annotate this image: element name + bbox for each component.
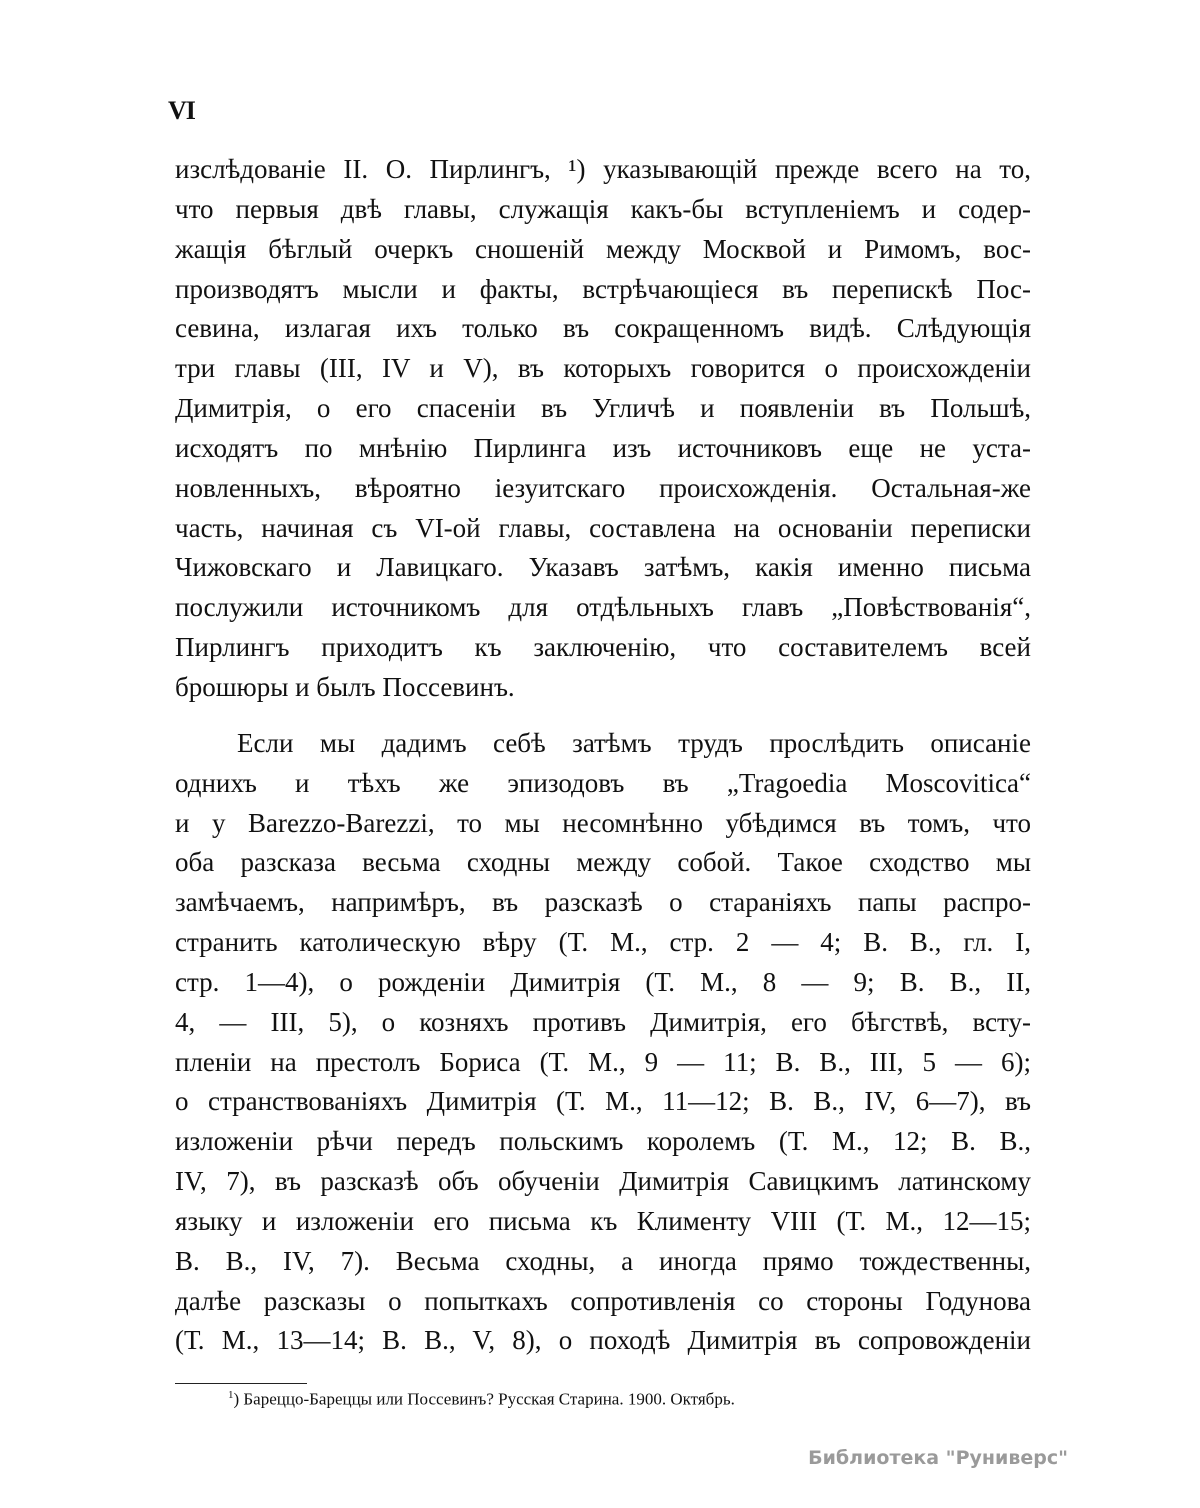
text-line: IV, 7), въ разсказѣ объ обученіи Димитрія Савицкимъ латинскому <box>175 1166 1031 1197</box>
text-line: часть, начиная съ VI-ой главы, составлена на основаніи переписки <box>175 512 1031 543</box>
page-number: VI <box>168 96 195 125</box>
text-line: производятъ мысли и факты, встрѣчающіеся въ перепискѣ Пос- <box>175 273 1031 304</box>
text-line: языку и изложеніи его письма къ Клименту VIII (Т. М., 12—15; <box>175 1205 1031 1236</box>
text-line: однихъ и тѣхъ же эпизодовъ въ „Tragoedia Moscovitica“ <box>175 767 1031 798</box>
text-line: брошюры и былъ Поссевинъ. <box>175 671 515 702</box>
text-line: пленіи на престолъ Бориса (Т. М., 9 — 11; B. B., III, 5 — 6); <box>175 1046 1031 1077</box>
text-line: послужили источникомъ для отдѣльныхъ главъ „Повѣствованія“, <box>175 592 1031 623</box>
text-line: Если мы дадимъ себѣ затѣмъ трудъ прослѣдить описаніе <box>237 727 1031 758</box>
footnote-text: Бареццо-Бареццы или Поссевинъ? Русская Старина. 1900. Октябрь. <box>243 1389 735 1409</box>
text-line: три главы (III, IV и V), въ которыхъ говорится о происхожденіи <box>175 353 1031 384</box>
text-line: B. B., IV, 7). Весьма сходны, а иногда прямо тождественны, <box>175 1245 1031 1276</box>
paragraph-1 <box>175 150 1031 708</box>
text-line: замѣчаемъ, напримѣръ, въ разсказѣ о стараніяхъ папы распро- <box>175 887 1031 918</box>
paragraph-gap <box>175 708 1031 724</box>
text-line: (Т. М., 13—14; B. B., V, 8), о походѣ Димитрія въ сопровожденіи <box>175 1325 1031 1356</box>
text-line: и у Barezzo-Barezzi, то мы несомнѣнно убѣдимся въ томъ, что <box>175 807 1031 838</box>
text-line: новленныхъ, вѣроятно іезуитскаго происхожденія. Остальная-же <box>175 472 1031 503</box>
text-line: Пирлингъ приходитъ къ заключенію, что составителемъ всей <box>175 632 1031 663</box>
paragraph-2 <box>175 724 1031 1362</box>
text-line: исходятъ по мнѣнію Пирлинга изъ источниковъ еще не уста- <box>175 432 1031 463</box>
text-line: что первыя двѣ главы, служащія какъ-бы вступленіемъ и содер- <box>175 193 1031 224</box>
text-line: о странствованіяхъ Димитрія (Т. М., 11—12; B. B., IV, 6—7), въ <box>175 1086 1031 1117</box>
page-body <box>175 150 1031 1361</box>
library-watermark: Библиотека "Руниверс" <box>808 1447 1068 1469</box>
text-line: 4, — III, 5), о козняхъ противъ Димитрія, его бѣгствѣ, всту- <box>175 1006 1031 1037</box>
text-line: Чижовскаго и Лавицкаго. Указавъ затѣмъ, какія именно письма <box>175 552 1031 583</box>
text-line: Димитрія, о его спасеніи въ Угличѣ и появленіи въ Польшѣ, <box>175 393 1031 424</box>
footnote: $^1$) Бареццо-Бареццы или Поссевинъ? Русская Старина. 1900. Октябрь. <box>228 1389 735 1409</box>
footnote-marker: 1 <box>228 1389 234 1401</box>
text-line: стр. 1—4), о рожденіи Димитрія (Т. М., 8 — 9; B. B., II, <box>175 966 1031 997</box>
text-line: странить католическую вѣру (Т. М., стр. 2 — 4; B. B., гл. I, <box>175 927 1031 958</box>
text-line: севина, излагая ихъ только въ сокращенномъ видѣ. Слѣдующія <box>175 313 1031 344</box>
text-line: изложеніи рѣчи передъ польскимъ королемъ (Т. М., 12; B. B., <box>175 1126 1031 1157</box>
text-line: изслѣдованіе II. О. Пирлингъ, ¹) указывающій прежде всего на то, <box>175 154 1031 184</box>
text-line: жащія бѣглый очеркъ сношеній между Москвой и Римомъ, вос- <box>175 233 1031 264</box>
text-line: оба разсказа весьма сходны между собой. Такое сходство мы <box>175 847 1031 878</box>
text-line: далѣе разсказы о попыткахъ сопротивленія со стороны Годунова <box>175 1285 1031 1316</box>
